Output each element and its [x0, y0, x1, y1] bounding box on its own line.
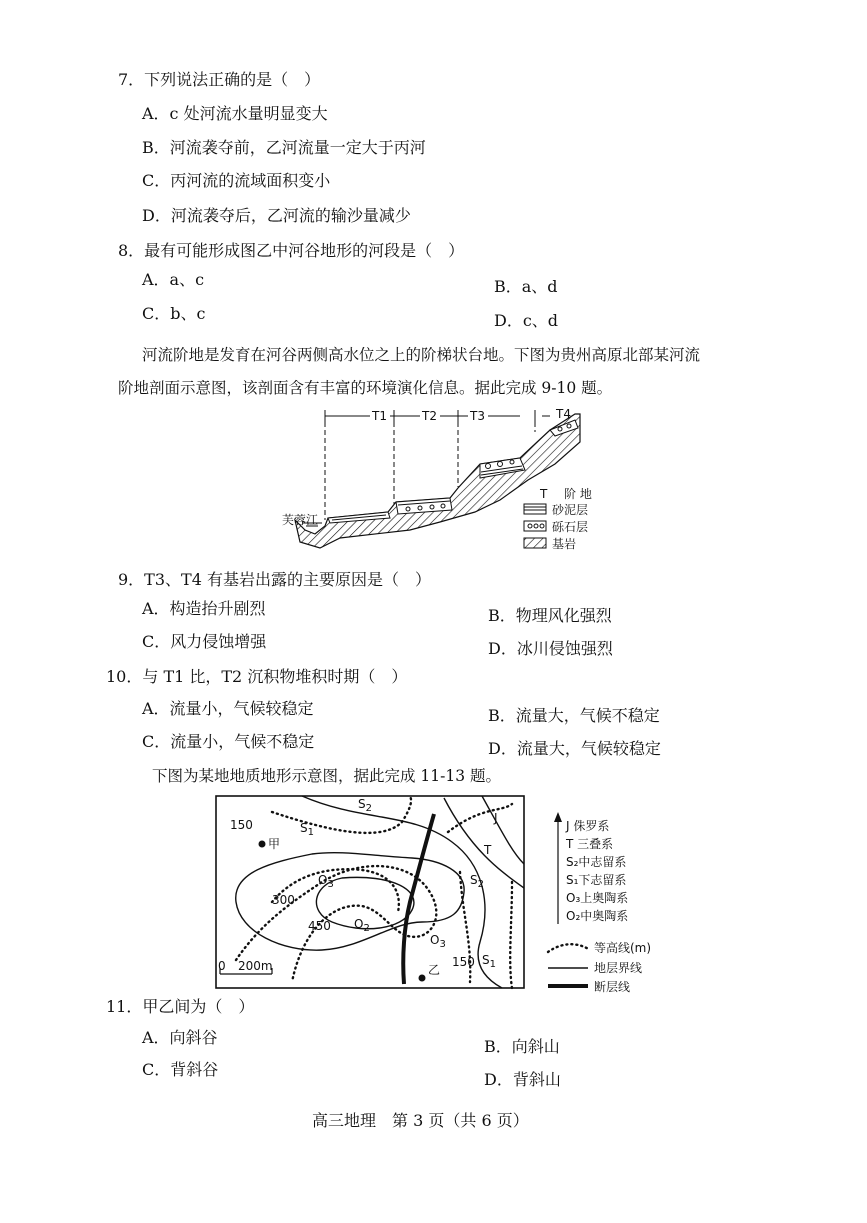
legend-mid-silurian: S₂中志留系: [566, 855, 627, 869]
label-t: T: [484, 843, 492, 857]
label-river: 芙蓉江: [282, 513, 319, 527]
legend-gravel: 砾石层: [552, 520, 589, 534]
q10-option-a: A．流量小，气候较稳定: [142, 699, 314, 718]
point-jia: [259, 841, 266, 848]
q7-option-c: C．丙河流的流域面积变小: [142, 171, 331, 190]
q9-option-a: A．构造抬升剧烈: [142, 599, 266, 618]
point-yi: [419, 975, 426, 982]
label-t4: T4: [556, 407, 571, 421]
label-s2-right: $S_2$: [470, 873, 484, 890]
q7-option-d: D．河流袭夺后，乙河流的输沙量减少: [142, 206, 411, 225]
label-t1: T1: [372, 409, 387, 423]
q11-option-a: A．向斜谷: [142, 1028, 218, 1047]
label-s1-top: $S_1$: [300, 821, 314, 838]
q7-option-a: A．c 处河流水量明显变大: [142, 104, 328, 123]
label-yi: 乙: [428, 963, 441, 977]
label-o2: $O_2$: [354, 917, 370, 934]
label-o3-right: $O_3$: [430, 933, 446, 950]
scale-200m: 200m: [238, 959, 273, 973]
q9-option-d: D．冰川侵蚀强烈: [488, 639, 613, 658]
legend-t-label: 阶 地: [564, 487, 592, 501]
legend-sand: 砂泥层: [552, 503, 589, 517]
legend-t: T: [540, 487, 548, 501]
q8-option-d: D．c、d: [494, 311, 559, 330]
legend-fault: 断层线: [594, 980, 631, 994]
q10-stem: 10．与 T1 比，T2 沉积物堆积时期（ ）: [106, 667, 408, 686]
q11-option-b: B．向斜山: [484, 1037, 560, 1056]
q10-option-d: D．流量大，气候较稳定: [488, 739, 661, 758]
contour-150-right: 150: [452, 955, 475, 969]
passage-geology: 下图为某地地质地形示意图，据此完成 11-13 题。: [152, 767, 502, 785]
passage-terraces-line1: 河流阶地是发育在河谷两侧高水位之上的阶梯状台地。下图为贵州高原北部某河流: [142, 346, 701, 364]
q11-option-d: D．背斜山: [484, 1070, 561, 1089]
legend-upper-ordovician: O₃上奥陶系: [566, 891, 629, 905]
age-arrow-icon: [554, 812, 562, 822]
q8-option-b: B．a、d: [494, 277, 558, 296]
map-legend: [548, 812, 651, 994]
q9-stem: 9．T3、T4 有基岩出露的主要原因是（ ）: [118, 570, 431, 589]
legend-lower-silurian: S₁下志留系: [566, 873, 627, 887]
scale-zero: 0: [218, 959, 226, 973]
q9-option-b: B．物理风化强烈: [488, 606, 612, 625]
label-t2: T2: [422, 409, 437, 423]
legend-jurassic: J 侏罗系: [566, 819, 610, 833]
q7-option-b: B．河流袭夺前，乙河流量一定大于丙河: [142, 138, 426, 157]
label-o3-left: $O_3$: [318, 873, 334, 890]
legend-bedrock: 基岩: [552, 537, 577, 551]
terrace-profile-figure: [280, 402, 610, 562]
q7-stem: 7．下列说法正确的是（ ）: [118, 70, 321, 89]
terrace-dimension-line: [325, 410, 550, 422]
contour-150-left: 150: [230, 818, 253, 832]
legend-contour: 等高线(m): [594, 941, 652, 955]
legend-boundary: 地层界线: [594, 961, 643, 975]
q8-stem: 8．最有可能形成图乙中河谷地形的河段是（ ）: [118, 241, 465, 260]
label-t3: T3: [470, 409, 485, 423]
geologic-map-figure: [212, 792, 652, 997]
q11-option-c: C．背斜谷: [142, 1060, 219, 1079]
label-jia: 甲: [268, 837, 281, 851]
label-s1-right: $S_1$: [482, 953, 496, 970]
legend-triassic: T 三叠系: [566, 837, 614, 851]
label-s2-top: $S_2$: [358, 797, 372, 814]
q11-stem: 11．甲乙间为（ ）: [106, 997, 255, 1016]
label-j: J: [494, 811, 498, 825]
q9-option-c: C．风力侵蚀增强: [142, 632, 267, 651]
contour-450: 450: [308, 919, 331, 933]
q10-option-b: B．流量大，气候不稳定: [488, 706, 660, 725]
passage-terraces-line2: 阶地剖面示意图，该剖面含有丰富的环境演化信息。据此完成 9-10 题。: [118, 379, 613, 397]
q8-option-c: C．b、c: [142, 304, 206, 323]
q10-option-c: C．流量小，气候不稳定: [142, 732, 315, 751]
page-footer: 高三地理 第 3 页（共 6 页）: [312, 1111, 529, 1130]
q8-option-a: A．a、c: [142, 270, 205, 289]
terrace-legend: [524, 486, 592, 551]
legend-mid-ordovician: O₂中奥陶系: [566, 909, 629, 923]
contour-300: 300: [272, 893, 295, 907]
